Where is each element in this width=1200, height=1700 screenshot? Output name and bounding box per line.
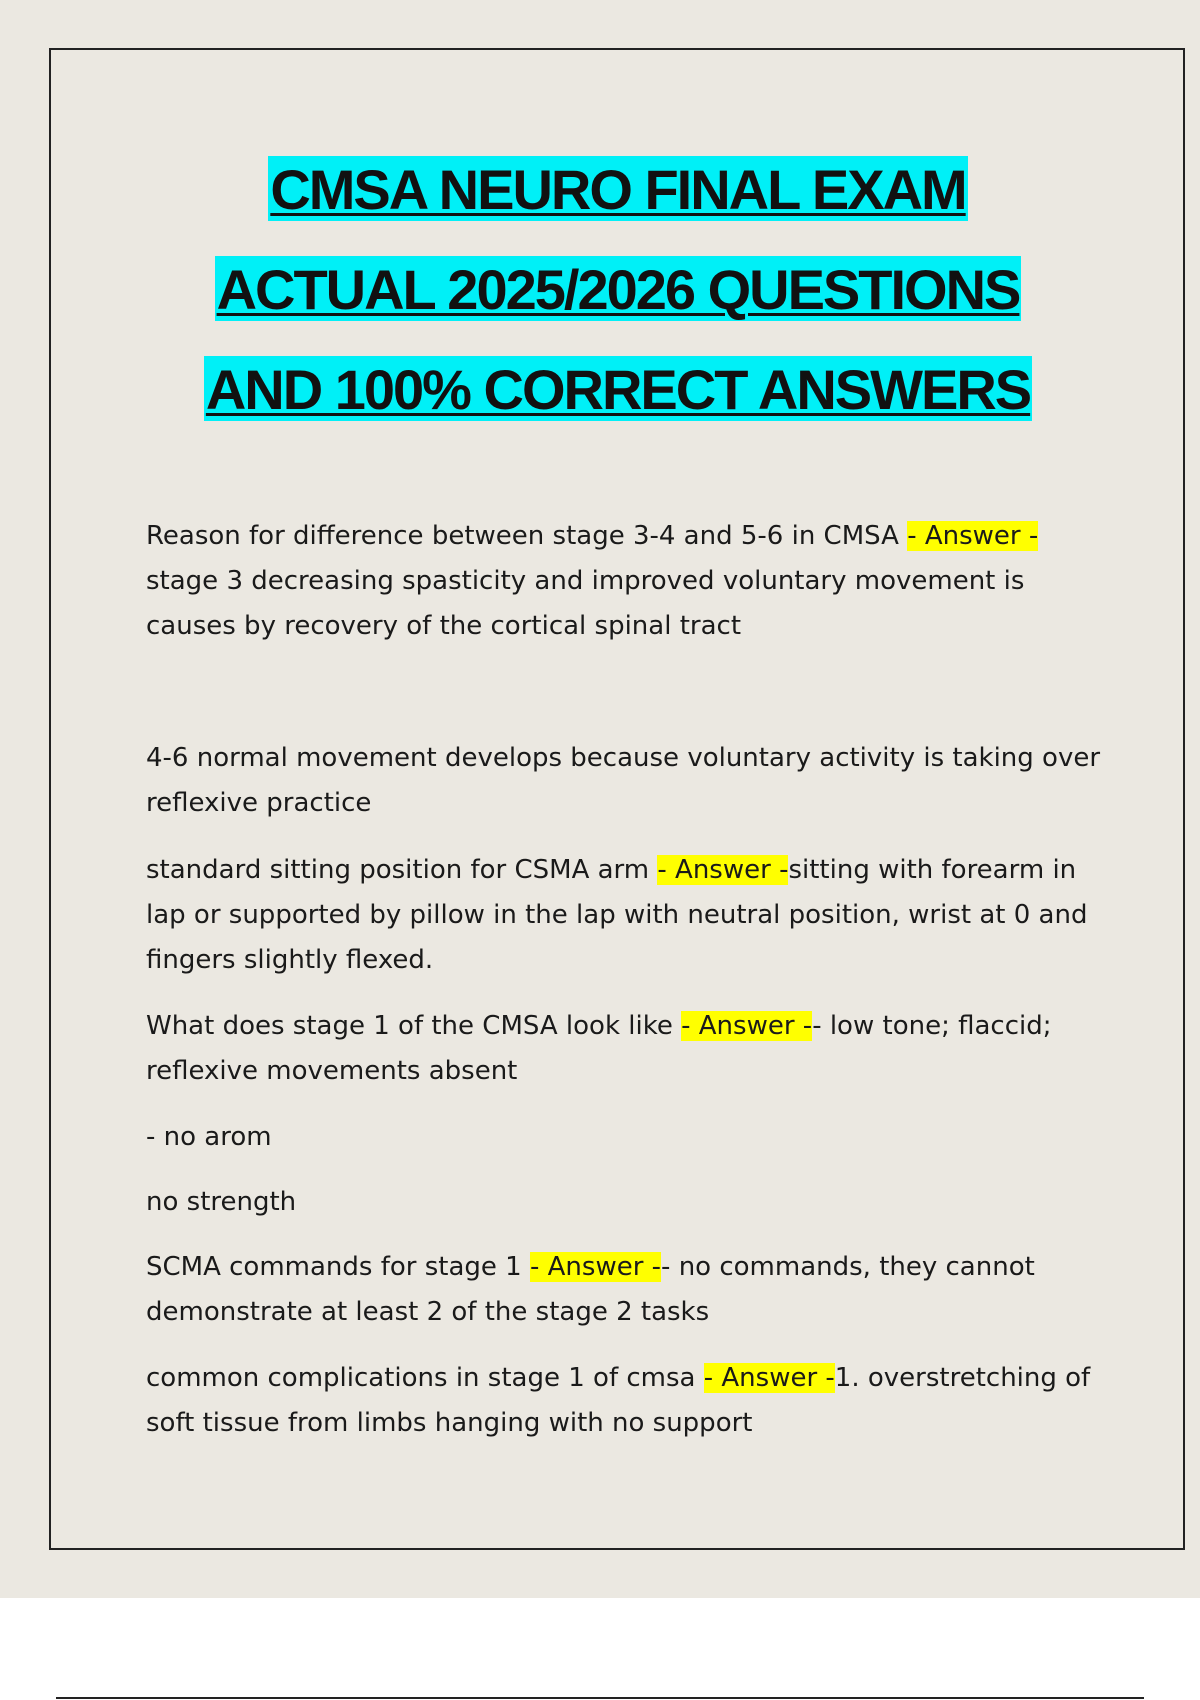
qa-entry-3 [146, 848, 1106, 983]
title-line-2 [0, 240, 1200, 340]
answer-text: - no commands, they cannot demonstrate at least 2 of the stage 2 tasks [146, 1252, 1035, 1327]
answer-marker: - Answer - [703, 1363, 835, 1393]
title-line-3-text: AND 100% CORRECT ANSWERS [205, 358, 1031, 421]
question-text: SCMA commands for stage 1 [146, 1252, 530, 1282]
qa-entry-7 [146, 1245, 1106, 1335]
footer-rule [56, 1697, 1144, 1699]
qa-entry-2 [146, 736, 1106, 826]
title-line-2-text: ACTUAL 2025/2026 QUESTIONS [216, 258, 1020, 321]
paragraph-text: - no arom [146, 1122, 272, 1152]
question-text: common complications in stage 1 of cmsa [146, 1363, 704, 1393]
answer-text: - low tone; flaccid; reflexive movements absent [146, 1011, 1052, 1086]
qa-entry-4 [146, 1004, 1106, 1094]
paragraph-text: 4-6 normal movement develops because voluntary activity is taking over reflexive practice [146, 743, 1101, 818]
question-text: What does stage 1 of the CMSA look like [146, 1011, 682, 1041]
answer-marker: - Answer - [529, 1252, 662, 1282]
answer-text: sitting with forearm in lap or supported by pillow in the lap with neutral position, wrist at 0 and fingers slightly flexed. [146, 855, 1088, 975]
qa-entry-1 [146, 514, 1106, 649]
question-text: standard sitting position for CSMA arm [146, 855, 658, 885]
title-line-1-text: CMSA NEURO FINAL EXAM [270, 158, 966, 221]
document-title [0, 140, 1200, 440]
qa-entry-8 [146, 1356, 1106, 1446]
answer-text: stage 3 decreasing spasticity and improved voluntary movement is causes by recovery of the cortical spinal tract [146, 566, 1025, 641]
paragraph-text: no strength [146, 1187, 297, 1217]
qa-entry-6 [146, 1180, 1106, 1225]
answer-marker: - Answer - [657, 855, 789, 885]
answer-marker: - Answer - [907, 521, 1039, 551]
qa-entry-5 [146, 1115, 1106, 1160]
answer-text: 1. overstretching of soft tissue from limbs hanging with no support [146, 1363, 1091, 1438]
title-line-3 [0, 340, 1200, 440]
title-line-1 [0, 140, 1200, 240]
answer-marker: - Answer - [681, 1011, 813, 1041]
question-text: Reason for difference between stage 3-4 and 5-6 in CMSA [146, 521, 908, 551]
